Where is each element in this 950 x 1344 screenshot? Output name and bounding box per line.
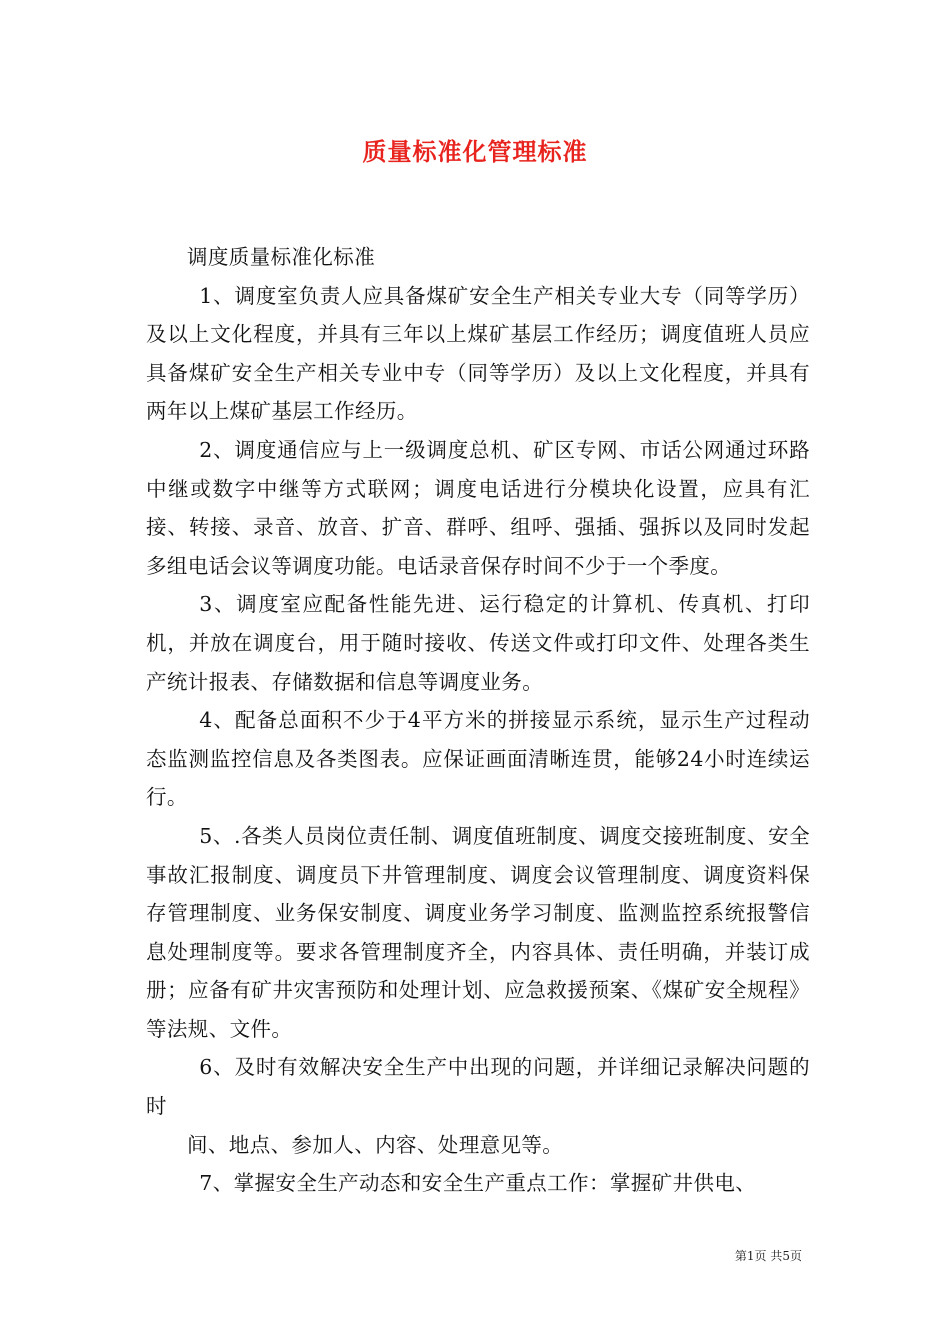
paragraph-6: 6、及时有效解决安全生产中出现的问题，并详细记录解决问题的时 (146, 1055, 810, 1119)
paragraph-1: 1、调度室负责人应具备煤矿安全生产相关专业大专（同等学历）及以上文化程度，并具有三年以上煤矿基层工作经历；调度值班人员应具备煤矿安全生产相关专业中专（同等学历）及以上文化程度，并具有两年以上煤矿基层工作经历。 (146, 283, 810, 424)
paragraph-4: 4、配备总面积不少于4平方米的拼接显示系统，显示生产过程动态监测监控信息及各类图表。应保证画面清晰连贯，能够24小时连续运行。 (146, 708, 810, 810)
paragraph-2: 2、调度通信应与上一级调度总机、矿区专网、市话公网通过环路中继或数字中继等方式联网；调度电话进行分模块化设置，应具有汇接、转接、录音、放音、扩音、群呼、组呼、强插、强拆以及同时发起多组电话会议等调度功能。电话录音保存时间不少于一个季度。 (146, 437, 810, 578)
document-body (146, 238, 810, 1203)
page-number: 第1页 共5页 (734, 1249, 802, 1263)
paragraph-5: 5、.各类人员岗位责任制、调度值班制度、调度交接班制度、安全事故汇报制度、调度员下井管理制度、调度会议管理制度、调度资料保存管理制度、业务保安制度、调度业务学习制度、监测监控系统报警信息处理制度等。要求各管理制度齐全，内容具体、责任明确，并装订成册；应备有矿井灾害预防和处理计划、应急救援预案、《煤矿安全规程》等法规、文件。 (146, 823, 810, 1041)
paragraph-3: 3、调度室应配备性能先进、运行稳定的计算机、传真机、打印机，并放在调度台，用于随时接收、传送文件或打印文件、处理各类生产统计报表、存储数据和信息等调度业务。 (146, 592, 810, 694)
paragraph-7: 7、掌握安全生产动态和安全生产重点工作：掌握矿井供电、 (199, 1171, 757, 1196)
paragraph-6-continued: 间、地点、参加人、内容、处理意见等。 (187, 1132, 564, 1157)
document-title: 质量标准化管理标准 (362, 137, 588, 166)
section-heading: 调度质量标准化标准 (187, 245, 376, 269)
